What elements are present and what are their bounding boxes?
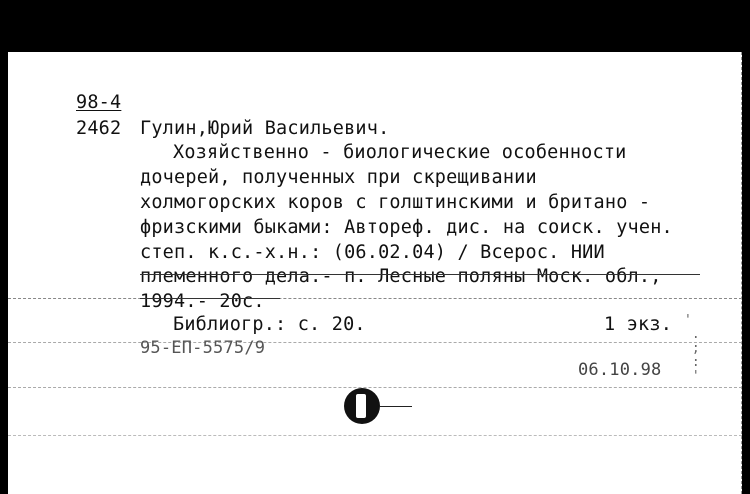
- title-line: дочерей, полученных при скрещивании: [140, 167, 537, 188]
- title-line: племенного дела.- п. Лесные поляны Моск. обл.,: [140, 266, 662, 287]
- punch-hole: [344, 388, 380, 424]
- card-rule: [8, 387, 742, 388]
- strike-line: [140, 298, 280, 299]
- bibliography-note: Библиогр.: с. 20.: [173, 314, 366, 335]
- processing-date: 06.10.98: [578, 360, 662, 380]
- pencil-marks: ' . ; : ': [684, 313, 700, 384]
- strike-line: [140, 274, 700, 275]
- inventory-number: 2462: [76, 118, 122, 139]
- title-line: 1994.- 20с.: [140, 291, 265, 312]
- shelf-mark: 98-4: [76, 92, 122, 113]
- title-line: фризскими быками: Автореф. дис. на соиск. учен.: [140, 217, 673, 238]
- card-rule: [8, 435, 742, 436]
- card-rule: [8, 298, 742, 299]
- scan-border-top: [0, 0, 750, 52]
- title-line: степ. к.с.-х.н.: (06.02.04) / Всерос. НИИ: [140, 242, 605, 263]
- copies-count: 1 экз.: [604, 314, 673, 335]
- scan-border-right: [742, 0, 750, 494]
- card-rule: [8, 342, 742, 343]
- rod-line: [380, 406, 412, 407]
- registration-number: 95-ЕП-5575/9: [140, 338, 266, 358]
- card-edge: [739, 52, 742, 494]
- author-name: Гулин,Юрий Васильевич.: [140, 118, 390, 139]
- catalog-card: [8, 52, 742, 494]
- scan-border-left: [0, 0, 8, 494]
- title-line: холмогорских коров с голштинскими и британо -: [140, 192, 651, 213]
- title-line: Хозяйственно - биологические особенности: [173, 142, 627, 163]
